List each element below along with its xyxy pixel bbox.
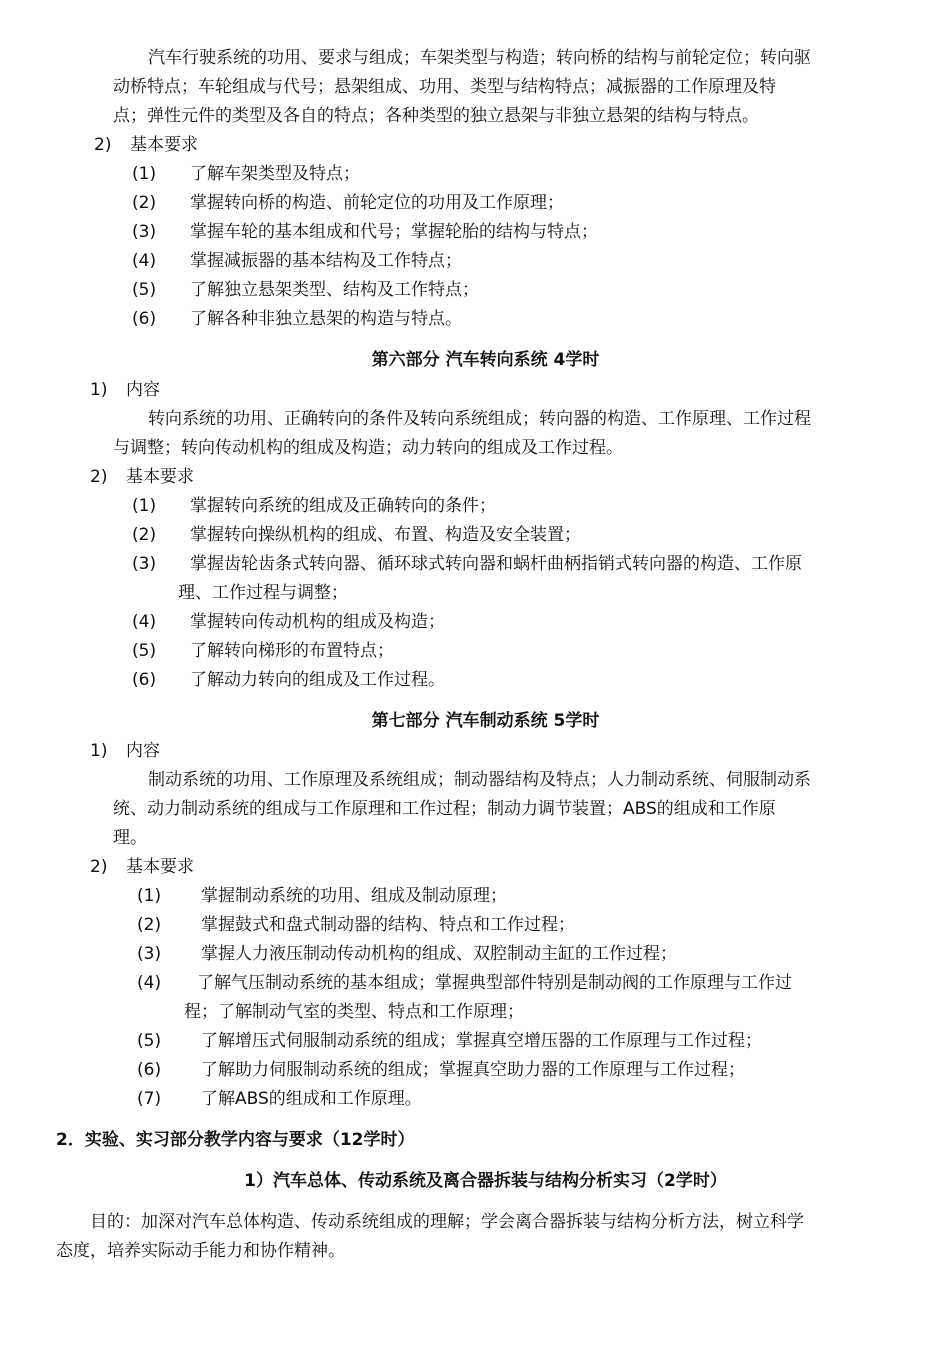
part7-item-2: [137, 911, 575, 940]
part7-content-line-3: 理。: [113, 828, 147, 848]
item-number: (7): [137, 1089, 162, 1109]
item-text: 掌握制动系统的功用、组成及制动原理；: [201, 886, 507, 906]
item-number: (1): [132, 164, 157, 184]
part6-item-5: [132, 637, 394, 666]
part6-requirements-heading: [90, 463, 194, 492]
part5-requirements-number: 2): [94, 135, 112, 155]
part7-item-1: [137, 882, 507, 911]
item-text: 了解独立悬架类型、结构及工作特点；: [190, 280, 479, 300]
item-text: 掌握鼓式和盘式制动器的结构、特点和工作过程；: [201, 915, 575, 935]
part5-requirements-label: 基本要求: [130, 135, 198, 155]
item-text: 了解转向梯形的布置特点；: [190, 641, 394, 661]
item-text: 掌握转向操纵机构的组成、布置、构造及安全装置；: [190, 525, 581, 545]
part5-item-5: [132, 276, 479, 305]
item-text: 掌握齿轮齿条式转向器、循环球式转向器和蜗杆曲柄指销式转向器的构造、工作原: [190, 554, 802, 574]
part7-requirements-number: 2): [90, 857, 108, 877]
item-number: (2): [137, 915, 162, 935]
part7-item-7: [137, 1085, 422, 1114]
item-number: (2): [132, 525, 157, 545]
item-text: 掌握转向传动机构的组成及构造；: [190, 612, 445, 632]
item-text: 了解各种非独立悬架的构造与特点。: [190, 309, 462, 329]
item-text: 了解动力转向的组成及工作过程。: [190, 670, 445, 690]
part6-content-line-2: 与调整；转向传动机构的组成及构造；动力转向的组成及工作过程。: [113, 438, 623, 458]
item-text: 了解ABS的组成和工作原理。: [201, 1089, 422, 1109]
item-text: 了解气压制动系统的基本组成；掌握典型部件特别是制动阀的工作原理与工作过: [197, 973, 792, 993]
item-text: 掌握转向系统的组成及正确转向的条件；: [190, 496, 496, 516]
item-number: (2): [132, 193, 157, 213]
part6-item-3-continuation: 理、工作过程与调整；: [178, 583, 348, 603]
item-number: (3): [132, 222, 157, 242]
part7-content-heading: [90, 737, 160, 766]
part5-content-line-2: 动桥特点；车轮组成与代号；悬架组成、功用、类型与结构特点；减振器的工作原理及特: [113, 77, 776, 97]
part7-content-line-1: 制动系统的功用、工作原理及系统组成；制动器结构及特点；人力制动系统、伺服制动系: [148, 770, 811, 790]
item-number: (6): [137, 1060, 162, 1080]
part6-requirements-number: 2): [90, 467, 108, 487]
part7-content-line-2: 统、动力制动系统的组成与工作原理和工作过程；制动力调节装置；ABS的组成和工作原: [113, 799, 776, 819]
part7-item-4: [137, 969, 792, 998]
item-number: (4): [132, 612, 157, 632]
section2-heading: 2．实验、实习部分教学内容与要求（12学时）: [56, 1130, 415, 1150]
part6-heading: 第六部分 汽车转向系统 4学时: [371, 350, 600, 370]
part7-requirements-heading: [90, 853, 194, 882]
part6-item-6: [132, 666, 445, 695]
section2-sub-heading: 1）汽车总体、传动系统及离合器拆装与结构分析实习（2学时）: [244, 1171, 727, 1191]
item-number: (5): [132, 641, 157, 661]
part6-item-1: [132, 492, 496, 521]
item-text: 掌握转向桥的构造、前轮定位的功用及工作原理；: [190, 193, 564, 213]
part6-item-4: [132, 608, 445, 637]
part5-content-line-1: 汽车行驶系统的功用、要求与组成；车架类型与构造；转向桥的结构与前轮定位；转向驱: [148, 48, 811, 68]
item-text: 掌握车轮的基本组成和代号；掌握轮胎的结构与特点；: [190, 222, 598, 242]
part6-content-line-1: 转向系统的功用、正确转向的条件及转向系统组成；转向器的构造、工作原理、工作过程: [148, 409, 811, 429]
part6-item-2: [132, 521, 581, 550]
part5-item-4: [132, 247, 462, 276]
part5-item-6: [132, 305, 462, 334]
part7-item-4-continuation: 程；了解制动气室的类型、特点和工作原理；: [184, 1002, 524, 1022]
part5-content-line-3: 点；弹性元件的类型及各自的特点；各种类型的独立悬架与非独立悬架的结构与特点。: [113, 106, 759, 126]
section2-purpose-line-2: 态度，培养实际动手能力和协作精神。: [56, 1241, 345, 1261]
item-number: (6): [132, 309, 157, 329]
item-number: (4): [137, 973, 162, 993]
part7-item-5: [137, 1027, 762, 1056]
part6-item-3: [132, 550, 802, 579]
part5-item-1: [132, 160, 360, 189]
item-number: (4): [132, 251, 157, 271]
part5-item-3: [132, 218, 598, 247]
item-number: (3): [137, 944, 162, 964]
item-number: (6): [132, 670, 157, 690]
item-number: (5): [132, 280, 157, 300]
part7-item-6: [137, 1056, 745, 1085]
part5-requirements-heading: [94, 131, 198, 160]
item-number: (1): [132, 496, 157, 516]
part6-content-label: 内容: [126, 380, 160, 400]
part7-content-label: 内容: [126, 741, 160, 761]
item-text: 了解助力伺服制动系统的组成；掌握真空助力器的工作原理与工作过程；: [201, 1060, 745, 1080]
item-text: 了解增压式伺服制动系统的组成；掌握真空增压器的工作原理与工作过程；: [201, 1031, 762, 1051]
part7-requirements-label: 基本要求: [126, 857, 194, 877]
item-number: (1): [137, 886, 162, 906]
part5-item-2: [132, 189, 564, 218]
item-number: (3): [132, 554, 157, 574]
part6-content-heading: [90, 376, 160, 405]
section2-purpose-line-1: 目的：加深对汽车总体构造、传动系统组成的理解；学会离合器拆装与结构分析方法，树立科学: [90, 1212, 804, 1232]
item-number: (5): [137, 1031, 162, 1051]
part7-content-number: 1): [90, 741, 108, 761]
part7-heading: 第七部分 汽车制动系统 5学时: [371, 711, 600, 731]
item-text: 了解车架类型及特点；: [190, 164, 360, 184]
part6-content-number: 1): [90, 380, 108, 400]
item-text: 掌握减振器的基本结构及工作特点；: [190, 251, 462, 271]
item-text: 掌握人力液压制动传动机构的组成、双腔制动主缸的工作过程；: [201, 944, 677, 964]
part6-requirements-label: 基本要求: [126, 467, 194, 487]
part7-item-3: [137, 940, 677, 969]
